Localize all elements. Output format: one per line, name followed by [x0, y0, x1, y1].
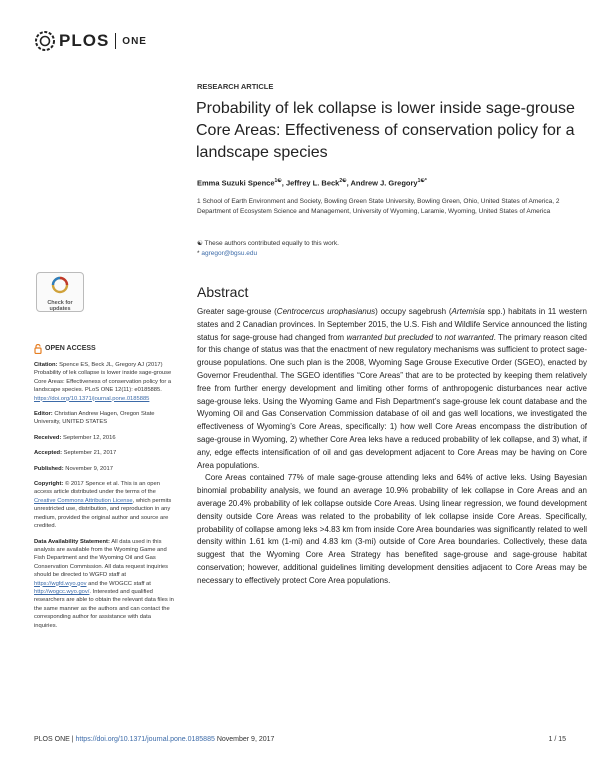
- author-separator: ,: [281, 178, 286, 188]
- citation-text: Spence ES, Beck JL, Gregory AJ (2017) Probability of lek collapse is lower inside sage-grouse Core Areas: Effectiveness of conservation policy for a landscape species. PLoS ONE 12(11): e0185885.: [34, 362, 172, 394]
- author-name[interactable]: Andrew J. Gregory: [350, 178, 418, 188]
- citation-block: [34, 361, 174, 403]
- author-separator: ,: [346, 178, 351, 188]
- received-label: Received:: [34, 434, 62, 441]
- logo-text: PLOS: [59, 31, 110, 50]
- footer-separator: |: [69, 736, 76, 743]
- footer-doi-link[interactable]: https://doi.org/10.1371/journal.pone.0185885: [75, 736, 215, 743]
- license-link[interactable]: Creative Commons Attribution License: [34, 497, 133, 504]
- received-block: [34, 434, 174, 442]
- abstract-body: [197, 306, 587, 588]
- corresponding-email-line: [197, 249, 587, 259]
- plos-logo-icon: [34, 30, 56, 52]
- editor-block: [34, 410, 174, 427]
- affil-number: 1: [197, 198, 201, 205]
- published-label: Published:: [34, 465, 64, 472]
- data-availability-text-mid: and the WOGCC staff at: [88, 580, 151, 587]
- editor-label: Editor:: [34, 411, 53, 418]
- abstract-paragraph: [197, 306, 587, 472]
- accepted-block: [34, 449, 174, 457]
- author-affil-mark: 1☯: [274, 178, 282, 184]
- status-term: warranted but precluded: [346, 332, 434, 342]
- wogcc-link[interactable]: http://wogcc.wyo.gov/: [34, 588, 90, 595]
- check-for-updates-badge[interactable]: [36, 272, 84, 312]
- open-access-badge: [34, 344, 174, 354]
- copyright-block: [34, 480, 174, 530]
- affil-number: 2: [555, 198, 560, 205]
- author-name[interactable]: Jeffrey L. Beck: [285, 178, 340, 188]
- corresponding-email-link[interactable]: agregor@bgsu.edu: [201, 250, 258, 257]
- editor-text: Christian Andrew Hagen, Oregon State University, UNITED STATES: [34, 411, 155, 426]
- article-type: RESEARCH ARTICLE: [197, 82, 274, 91]
- abstract-text: ) occupy sagebrush (: [375, 307, 452, 316]
- affil-text: Department of Ecosystem Science and Management, University of Wyoming, Laramie, Wyoming, United States of America: [197, 208, 551, 215]
- equal-contribution-note: ☯ These authors contributed equally to this work.: [197, 240, 339, 247]
- refresh-icon: [51, 276, 69, 294]
- status-term: not warranted: [444, 332, 494, 342]
- author-name[interactable]: Emma Suzuki Spence: [197, 178, 275, 188]
- wgfd-link[interactable]: https://wgfd.wyo.gov: [34, 580, 87, 587]
- author-affil-mark: 2☯: [339, 178, 347, 184]
- footer-date: November 9, 2017: [216, 736, 275, 743]
- abstract-text: spp.) habitats in 11 western states and 2 Canadian provinces. In September 2015, the U.S. Fish and Wildlife Service announced the listing status for sage-grouse had changed from: [197, 307, 588, 342]
- email-mark: *: [197, 250, 200, 257]
- article-title: Probability of lek collapse is lower inside sage-grouse Core Areas: Effectiveness of conservation policy for a landscape species: [196, 100, 575, 161]
- affil-text: School of Earth Environment and Society, Bowling Green State University, Bowling Green, Ohio, United States of America,: [202, 198, 555, 205]
- journal-name: ONE: [122, 35, 147, 47]
- received-date: September 12, 2016: [63, 434, 116, 441]
- accepted-label: Accepted:: [34, 450, 63, 457]
- open-lock-icon: [34, 344, 42, 354]
- published-date: November 9, 2017: [65, 465, 113, 472]
- page-footer: [34, 736, 566, 748]
- citation-label: Citation:: [34, 362, 58, 368]
- copyright-text-end: , which permits unrestricted use, distribution, and reproduction in any medium, provided the original author and source are credited.: [34, 497, 172, 530]
- published-block: [34, 465, 174, 473]
- article-info-sidebar: [34, 344, 174, 637]
- species-name: Centrocercus urophasianus: [276, 307, 376, 316]
- data-availability-text-end: . Interested and qualified researchers are able to obtain the relevant data files in the same manner as the authors and can contact the corresponding author for assistance with data inquiries.: [34, 588, 174, 629]
- author-affil-mark: 1☯*: [417, 178, 427, 184]
- open-access-label: OPEN ACCESS: [45, 344, 96, 352]
- copyright-text: © 2017 Spence et al. This is an open access article distributed under the terms of the: [34, 481, 160, 496]
- abstract-text: to: [433, 332, 445, 342]
- abstract-text: . The primary reason cited for this change of status was that the enactment of new regulatory mechanisms was sufficient to protect sage-grouse populations. One such plan is the 2008, Wyoming Sage Grouse Executive Order (SGEO), enacted by Governor Freudenthal. The SGEO identifies “Core Areas” that are to be protected by keeping them relatively free from further energy development and limiting other forms of anthropogenic disturbances near active sage-grouse leks. Using the Wyoming Game and Fish Department’s sage-grouse lek count database and the Wyoming Oil and Gas Conservation Commission database of oil and gas well locations, we investigated the effectiveness of Wyoming’s Core Areas, specifically: 1) how well Core Areas encompass the distribution of sage-grouse in Wyoming, 2) whether Core Area leks have a reduced probability of lek collapse, and 3) what, if any, edge effects intensification of oil and gas development adjacent to Core Areas may be having on Core Area populations.: [197, 332, 588, 470]
- abstract-paragraph: Core Areas contained 77% of male sage-grouse attending leks and 64% of active leks. Using Bayesian binomial probability analysis, we found an average 10.9% probability of lek collapse in Core Areas and an average 20.4% probability of lek collapse outside Core Areas. Using linear regression, we found development density outside Core Areas was related to the probability of lek collapse inside Core Areas. Specifically, probability of collapse among leks >4.83 km from inside Core Area boundaries was significantly related to well density within 1.61 km (1-mi) and 4.83 km (3-mi) outside of Core Area boundaries. Collectively, these data suggest that the Wyoming Core Area Strategy has benefited sage-grouse and sage-grouse habitat conservation; however, additional guidelines limiting development densities adjacent to Core Areas may be necessary to effectively protect Core Area populations.: [197, 473, 587, 585]
- copyright-label: Copyright:: [34, 481, 64, 488]
- genus-name: Artemisia: [451, 307, 485, 316]
- footer-journal: PLOS ONE: [34, 736, 70, 743]
- check-updates-line2: updates: [49, 306, 71, 312]
- data-availability-block: [34, 538, 174, 630]
- author-list: [197, 178, 587, 188]
- accepted-date: September 21, 2017: [63, 450, 117, 457]
- page-number: 1 / 15: [548, 736, 566, 743]
- citation-doi-link[interactable]: https://doi.org/10.1371/journal.pone.0185885: [34, 395, 150, 402]
- abstract-heading: Abstract: [197, 284, 249, 300]
- abstract-text: Greater sage-grouse (: [197, 307, 277, 316]
- data-availability-text: All data used in this analysis are available from the Wyoming Game and Fish Department and the Wyoming Oil and Gas Conservation Commission. All data request inquiries should be directed to WGFD staff at: [34, 538, 169, 579]
- plos-one-logo: [34, 30, 147, 52]
- check-updates-line1: Check for: [47, 300, 73, 306]
- author-notes: [197, 239, 587, 259]
- affiliations: [197, 197, 587, 217]
- data-availability-label: Data Availability Statement:: [34, 538, 110, 545]
- logo-divider: [115, 33, 116, 49]
